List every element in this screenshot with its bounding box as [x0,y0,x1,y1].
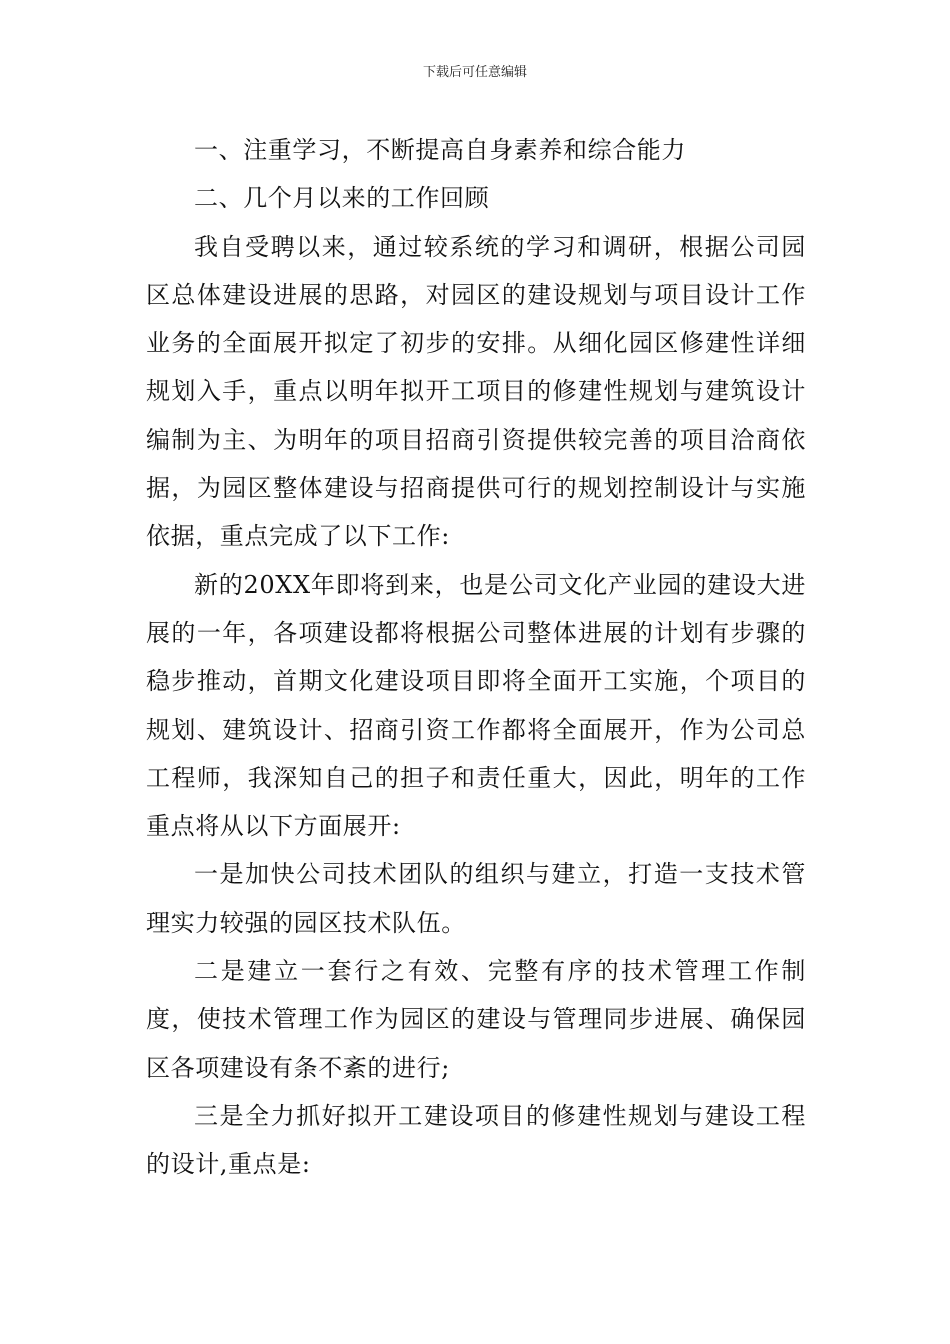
paragraph-item-two: 二是建立一套行之有效、完整有序的技术管理工作制度，使技术管理工作为园区的建设与管理同步进展、确保园区各项建设有条不紊的进行; [146,957,806,1082]
page-header-note: 下载后可任意编辑 [422,65,527,80]
paragraph-work-review: 我自受聘以来，通过较系统的学习和调研，根据公司园区总体建设进展的思路，对园区的建设规划与项目设计工作业务的全面展开拟定了初步的安排。从细化园区修建性详细规划入手，重点以明年拟开工项目的修建性规划与建筑设计编制为主、为明年的项目招商引资提供较完善的项目洽商依据，为园区整体建设与招商提供可行的规划控制设计与实施依据，重点完成了以下工作: [146,232,806,551]
paragraph-next-year-plan: 新的20XX年即将到来，也是公司文化产业园的建设大进展的一年，各项建设都将根据公司整体进展的计划有步骤的稳步推动，首期文化建设项目即将全面开工实施，个项目的规划、建筑设计、招商引资工作都将全面展开，作为公司总工程师，我深知自己的担子和责任重大，因此，明年的工作重点将从以下方面展开: [146,570,806,841]
paragraph-item-one: 一是加快公司技术团队的组织与建立，打造一支技术管理实力较强的园区技术队伍。 [146,860,806,937]
paragraph-item-three: 三是全力抓好拟开工建设项目的修建性规划与建设工程的设计,重点是: [146,1101,806,1179]
document-body [146,126,806,1189]
heading-section-2: 二、几个月以来的工作回顾 [194,184,490,213]
heading-section-1: 一、注重学习，不断提高自身素养和综合能力 [194,136,686,164]
